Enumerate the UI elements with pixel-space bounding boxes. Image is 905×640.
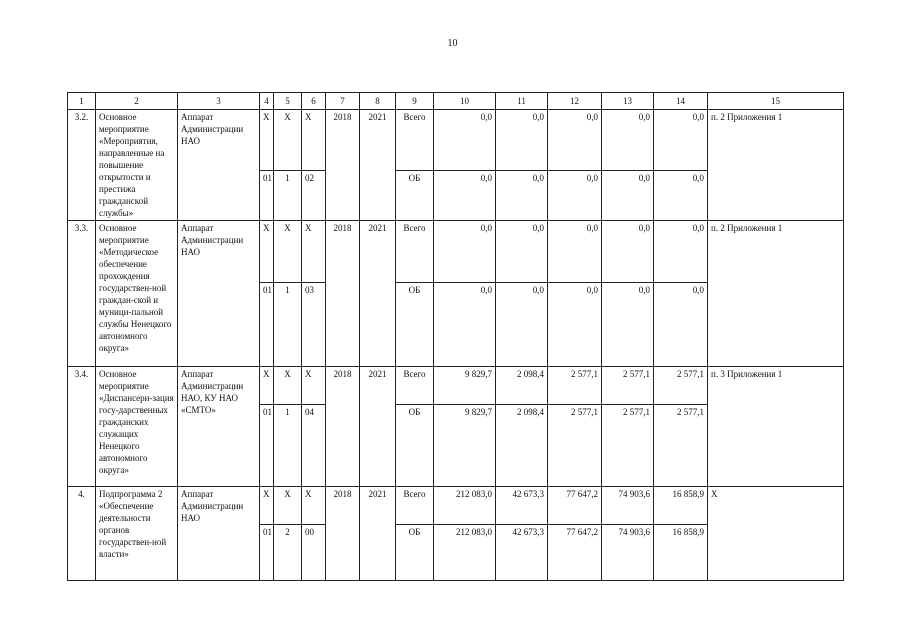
code-cell: Х (302, 487, 326, 525)
code-cell: 1 (274, 170, 302, 220)
value-cell: 2 577,1 (548, 367, 602, 405)
note-cell: Х (708, 487, 844, 581)
program-table (67, 92, 844, 581)
value-cell: 0,0 (654, 170, 708, 220)
end-year: 2021 (360, 367, 396, 487)
code-cell: 01 (260, 283, 274, 367)
value-cell: 0,0 (654, 221, 708, 283)
code-cell: Х (274, 221, 302, 283)
header-cell: 3 (178, 93, 260, 110)
value-cell: 0,0 (548, 110, 602, 171)
value-cell: 0,0 (602, 283, 654, 367)
value-cell: 2 577,1 (602, 405, 654, 487)
header-cell: 7 (326, 93, 360, 110)
header-cell: 2 (96, 93, 178, 110)
end-year: 2021 (360, 487, 396, 581)
value-cell: 2 098,4 (496, 405, 548, 487)
value-cell: 0,0 (548, 170, 602, 220)
value-cell: 0,0 (654, 110, 708, 171)
header-cell: 13 (602, 93, 654, 110)
value-cell: 0,0 (654, 283, 708, 367)
value-cell: 0,0 (434, 110, 496, 171)
value-cell: 0,0 (602, 110, 654, 171)
value-cell: 0,0 (496, 221, 548, 283)
note-cell: п. 3 Приложения 1 (708, 367, 844, 487)
row-number: 4. (68, 487, 96, 581)
value-cell: 212 083,0 (434, 487, 496, 525)
value-cell: 2 577,1 (548, 405, 602, 487)
code-cell: 02 (302, 170, 326, 220)
funding-source: ОБ (396, 405, 434, 487)
value-cell: 2 577,1 (654, 367, 708, 405)
value-cell: 77 647,2 (548, 487, 602, 525)
code-cell: 01 (260, 170, 274, 220)
code-cell: Х (260, 367, 274, 405)
code-cell: Х (302, 221, 326, 283)
header-cell: 4 (260, 93, 274, 110)
value-cell: 9 829,7 (434, 405, 496, 487)
value-cell: 42 673,3 (496, 525, 548, 581)
value-cell: 2 577,1 (602, 367, 654, 405)
code-cell: 00 (302, 525, 326, 581)
header-cell: 9 (396, 93, 434, 110)
value-cell: 0,0 (602, 170, 654, 220)
value-cell: 0,0 (434, 283, 496, 367)
table-row (68, 367, 844, 405)
start-year: 2018 (326, 487, 360, 581)
end-year: 2021 (360, 110, 396, 221)
activity-name: Основное мероприятие «Диспансери-зация госу-дарственных гражданских служащих Ненецкого автономного округа» (96, 367, 178, 487)
start-year: 2018 (326, 110, 360, 221)
header-row (68, 93, 844, 110)
row-number: 3.3. (68, 221, 96, 367)
value-cell: 2 098,4 (496, 367, 548, 405)
value-cell: 0,0 (602, 221, 654, 283)
value-cell: 0,0 (434, 221, 496, 283)
funding-source: Всего (396, 487, 434, 525)
value-cell: 74 903,6 (602, 525, 654, 581)
row-number: 3.4. (68, 367, 96, 487)
note-cell: п. 2 Приложения 1 (708, 221, 844, 367)
value-cell: 0,0 (548, 283, 602, 367)
value-cell: 2 577,1 (654, 405, 708, 487)
start-year: 2018 (326, 221, 360, 367)
code-cell: 01 (260, 525, 274, 581)
executor: Аппарат Администрации НАО (178, 487, 260, 581)
start-year: 2018 (326, 367, 360, 487)
table-row (68, 110, 844, 171)
code-cell: Х (302, 367, 326, 405)
header-cell: 5 (274, 93, 302, 110)
value-cell: 74 903,6 (602, 487, 654, 525)
value-cell: 9 829,7 (434, 367, 496, 405)
activity-name: Основное мероприятие «Методическое обеспечение прохождения государствен-ной граждан-ской и муници-пальной службы Ненецкого автономного округа» (96, 221, 178, 367)
code-cell: 01 (260, 405, 274, 487)
executor: Аппарат Администрации НАО, КУ НАО «СМТО» (178, 367, 260, 487)
funding-source: ОБ (396, 283, 434, 367)
executor: Аппарат Администрации НАО (178, 221, 260, 367)
page-number: 10 (447, 38, 458, 49)
code-cell: Х (274, 110, 302, 171)
value-cell: 16 858,9 (654, 525, 708, 581)
table-row (68, 487, 844, 525)
header-cell: 14 (654, 93, 708, 110)
funding-source: Всего (396, 110, 434, 171)
value-cell: 0,0 (548, 221, 602, 283)
row-number: 3.2. (68, 110, 96, 221)
value-cell: 16 858,9 (654, 487, 708, 525)
executor: Аппарат Администрации НАО (178, 110, 260, 221)
activity-name: Основное мероприятие «Мероприятия, направленные на повышение открытости и престижа гражданской службы» (96, 110, 178, 221)
header-cell: 1 (68, 93, 96, 110)
value-cell: 0,0 (496, 283, 548, 367)
code-cell: 1 (274, 405, 302, 487)
code-cell: Х (302, 110, 326, 171)
note-cell: п. 2 Приложения 1 (708, 110, 844, 221)
funding-source: Всего (396, 367, 434, 405)
code-cell: 2 (274, 525, 302, 581)
code-cell: Х (274, 487, 302, 525)
value-cell: 0,0 (496, 110, 548, 171)
header-cell: 8 (360, 93, 396, 110)
code-cell: Х (260, 487, 274, 525)
end-year: 2021 (360, 221, 396, 367)
value-cell: 42 673,3 (496, 487, 548, 525)
table-row (68, 221, 844, 283)
value-cell: 0,0 (496, 170, 548, 220)
code-cell: Х (260, 221, 274, 283)
header-cell: 10 (434, 93, 496, 110)
code-cell: 04 (302, 405, 326, 487)
code-cell: 03 (302, 283, 326, 367)
value-cell: 0,0 (434, 170, 496, 220)
activity-name: Подпрограмма 2 «Обеспечение деятельности органов государствен-ной власти» (96, 487, 178, 581)
header-cell: 15 (708, 93, 844, 110)
code-cell: Х (260, 110, 274, 171)
code-cell: 1 (274, 283, 302, 367)
code-cell: Х (274, 367, 302, 405)
header-cell: 6 (302, 93, 326, 110)
funding-source: Всего (396, 221, 434, 283)
funding-source: ОБ (396, 170, 434, 220)
header-cell: 12 (548, 93, 602, 110)
header-cell: 11 (496, 93, 548, 110)
value-cell: 212 083,0 (434, 525, 496, 581)
funding-source: ОБ (396, 525, 434, 581)
value-cell: 77 647,2 (548, 525, 602, 581)
